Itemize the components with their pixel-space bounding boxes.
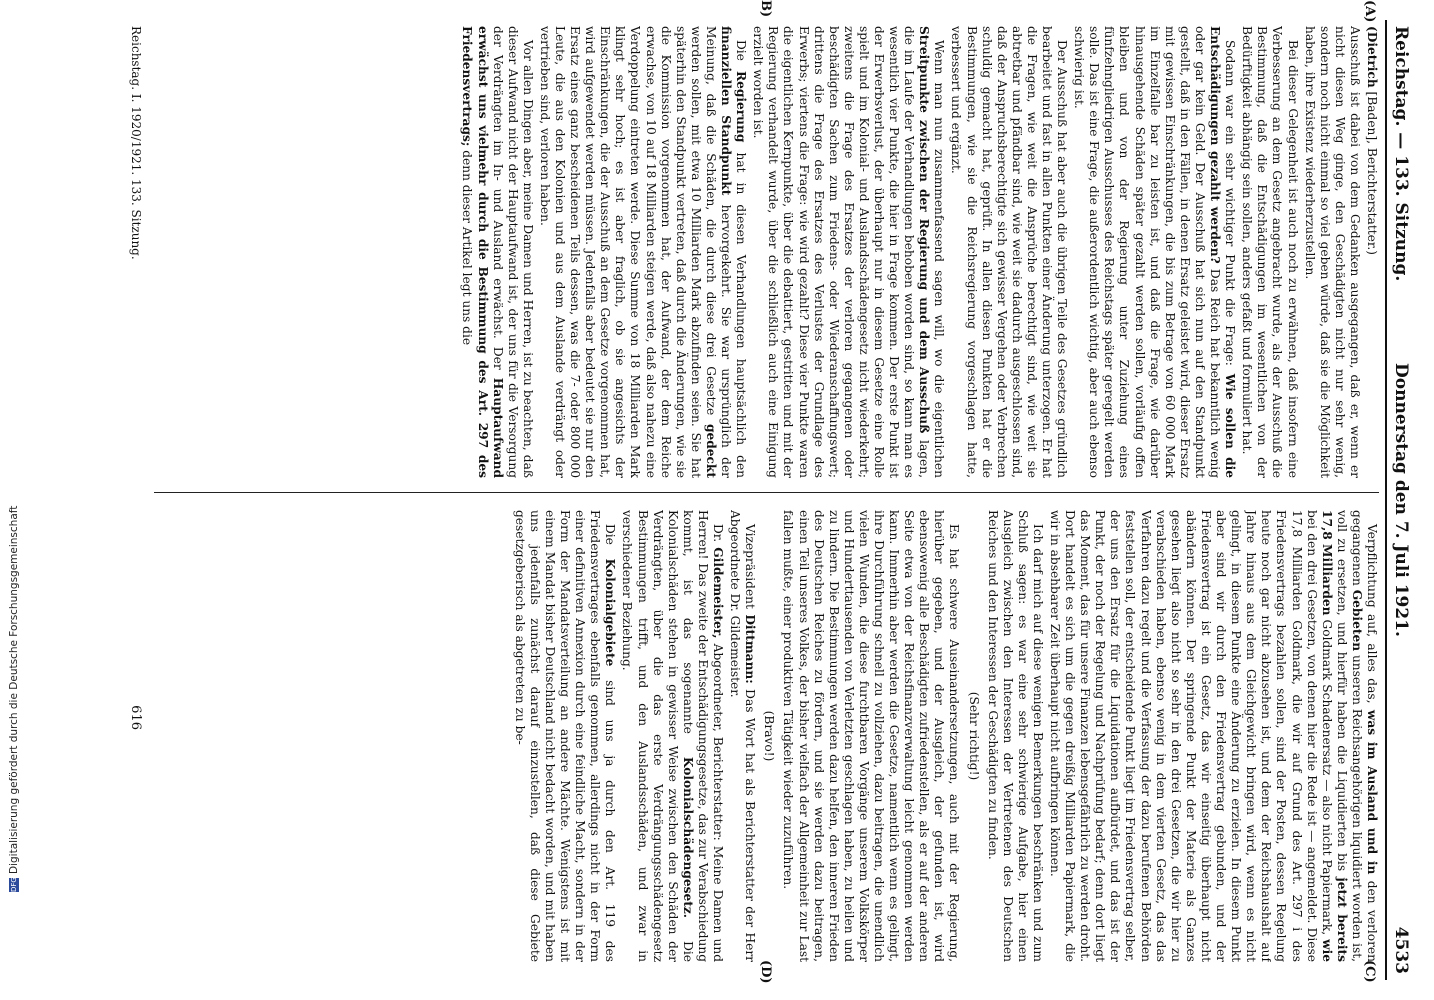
right-paragraph: Dr. Gildemeister, Abgeordneter, Berichterstatter: Meine Damen und Herren! Das zweite der Entschädigungsgesetze, das zur Verabschiedung kommt, ist das sogenannte Kolonialschädengesetz. Die Kolonialschäden stehen in gewisser Weise zwischen den Schäden der Verdrängten, über die das erste Verdrängungsschädengesetz Bestimmungen trifft, und den Auslandsschäden, und zwar in verschiedener Beziehung. xyxy=(620,510,726,962)
right-text-column xyxy=(149,510,1379,962)
dfg-logo-icon: DFG xyxy=(10,877,18,892)
scanned-page xyxy=(98,0,1428,1000)
margin-mark-c: (C) xyxy=(1362,960,1377,983)
left-paragraph: Wenn man nun zusammenfassend sagen will, wo die eigentlichen Streitpunkte zwischen der Regierung und dem Ausschuß lagen, die im Laufe der Verhandlungen behoben worden sind, so kann man es wesentlich vier Punkte, die hier in Frage kommen. Der erste Punkt ist der Erwerbsverlust, der überhaupt nur in diesem Gesetze eine Rolle spielt und im Kolonial- und Auslandsschädengesetz nicht wiederkehrt; zweitens die Frage des Ersatzes der verloren gegangenen oder beschädigten Sachen zum Friedens- oder Wiederanschaffungswert; drittens die Frage des Ersatzes des Verlustes der Grundlage des Erwerbs; viertens die Frage: wie wird gezahlt? Diese vier Punkte waren die eigentlichen Kernpunkte, über die debattiert, gestritten und mit der Regierung verhandelt wurde, über die schließlich auch eine Einigung erzielt worden ist. xyxy=(751,26,947,478)
header-page-number: 4533 xyxy=(1391,926,1411,974)
left-paragraph: Der Ausschuß hat aber auch die übrigen Teile des Gesetzes gründlich bearbeitet und fast in allen Punkten einer Änderung unterzogen. Er hat die Fragen, wie weit die Ansprüche berechtigt sind, wie weit sie abtretbar und pfändbar sind, wie weit sie dadurch ausgeschlossen sind, daß der Anspruchsberechtigte sich gewisser Vergehen oder Verbrechen schuldig gemacht hat, geprüft. In allen diesen Punkten hat er die Bestimmungen, wie sie die Reichsregierung vorgeschlagen hatte, verbessert und ergänzt. xyxy=(949,26,1070,478)
left-paragraph: Bei dieser Gelegenheit ist auch noch zu erwähnen, daß insofern eine Verbesserung an dem Gesetz angebracht wurde, als der Ausschuß die Bestimmung, daß die Entschädigungen im wesentlichen von der Bedürftigkeit abhängig sein sollen, anders gefaßt und formuliert hat. xyxy=(1240,26,1300,478)
right-paragraph: Es hat schwere Auseinandersetzungen, auch mit der Regierung, hierüber gegeben, und der Ausgleich, der gefunden ist, wird ebensowenig alle Beschädigten zufriedenstellen, als er auf der anderen Seite etwa von der Reichsfinanzverwaltung leicht genommen werden kann. Immerhin aber werden die Gesetze, namentlich wenn es gelingt, ihre Durchführung schnell zu vollziehen, dazu beitragen, die unendlich vielen Wunden, die diese furchtbaren Vorgänge unserem Volkskörper und Hunderttausenden von Verletzten geschlagen haben, zu heilen und zu lindern. Die Bestimmungen werden dazu helfen, den inneren Frieden des Deutschen Reiches zu fördern, und sie werden dazu beitragen, einen Teil unseres Volkes, der bisher vielfach der Allgemeinheit zur Last fallen mußte, einer produktiven Tätigkeit wieder zuzuführen. xyxy=(781,510,962,962)
right-paragraph: Vizepräsident Dittmann: Das Wort hat als Berichterstatter der Herr Abgeordnete Dr. Gildemeister. xyxy=(728,510,758,962)
digitization-credit-text: Digitalisierung gefördert durch die Deutsche Forschungsgemeinschaft xyxy=(8,505,20,874)
right-paragraph: (Sehr richtig!) xyxy=(966,691,981,781)
right-paragraph: Ich darf mich auf diese wenigen Bemerkungen beschränken und zum Schluß sagen: es war eine sehr schwierige Aufgabe, hier einen Ausgleich zwischen den Interessen der Vertretenen des Deutschen Reiches und den Interessen der Geschädigten zu finden. xyxy=(985,510,1045,962)
footer-page-number: 616 xyxy=(128,705,143,730)
digitization-credit xyxy=(8,102,22,892)
margin-mark-a: (A) xyxy=(1362,0,1377,23)
left-paragraph: Die Regierung hat in diesen Verhandlungen hauptsächlich den finanziellen Standpunkt hervorgekehrt. Sie war ursprünglich der Meinung, daß die Schäden, die durch diese drei Gesetze gedeckt werden sollen, mit etwa 10 Milliarden Mark abzufinden seien. Sie hat späterhin den Standpunkt vertreten, daß durch die Änderungen, wie sie die Kommission vorgenommen hat, der Aufwand, der dem Reiche erwachse, von 10 auf 18 Milliarden steigen werde, daß also nahezu eine Verdoppelung eintreten werde. Diese Summe von 18 Milliarden Mark klingt sehr hoch; es ist aber fraglich, ob sie angesichts der Einschränkungen, die der Ausschuß an dem Gesetze vorgenommen hat, wird aufgewendet werden müssen. Jedenfalls aber bedeutet sie nur den Ersatz eines ganz bescheidenen Teils dessen, was die 7- oder 800 000 Leute, die aus den Kolonien und aus dem Auslande verdrängt oder vertrieben sind, verloren haben. xyxy=(537,26,749,478)
left-paragraph: Vor allen Dingen aber, meine Damen und Herren, ist zu beachten, daß dieser Aufwand nicht der Hauptaufwand ist, der uns für die Versorgung der Verdrängten im In- und Ausland erwächst. Der Hauptaufwand erwächst uns vielmehr durch die Bestimmung des Art. 297 des Friedensvertrags; denn dieser Artikel legt uns die xyxy=(460,26,535,478)
right-paragraph: Verpflichtung auf, alles das, was im Ausland und in den verloren gegangenen Gebieten unseren Reichsangehörigen liquidiert worden ist, voll zu ersetzen, und hierfür haben die Liquidierten bis jetzt bereits 17,8 Milliarden Goldmark Schadenersatz — also nicht Papiermark, wie bei den drei Gesetzen, von denen hier die Rede ist — angemeldet. Diese 17,8 Milliarden Goldmark, die wir auf Grund des Art. 297 i des Friedensvertrags bezahlen sollen, sind der Posten, dessen Regelung heute noch gar nicht abzusehen ist, und dem der Reichshaushalt auf Jahre hinaus aus dem Gleichgewicht bringen wird, wenn es nicht gelingt, in diesem Punkte eine Änderung zu erzielen. In diesem Punkt aber sind wir durch den Friedensvertrag gebunden, und der Friedensvertrag ist ein Gesetz, das wir einseitig überhaupt nicht abändern können. Der springende Punkt der Materie als Ganzes gesehen liegt also nicht so sehr in den drei Gesetzen, die wir hier zu verabschieden haben, ebenso wenig in dem vierten Gesetz, das das Verfahren dazu regelt und die Verfassung der dazu berufenen Behörden feststellen soll, der entscheidende Punkt liegt im Friedensvertrag selber, der uns den Ersatz für die Liquidationen aufbürdet, und das ist der Punkt, der noch der Regelung und Nachprüfung bedarf; denn dort liegt das Moment, das für unsere Finanzen lebensgefährlich zu werden droht. Dort handelt es sich um die gegen dreißig Milliarden Papiermark, die wir in absehbarer Zeit überhaupt nicht aufbringen können. xyxy=(1048,510,1379,962)
header-date: Donnerstag den 7. Juli 1921. xyxy=(1391,363,1411,637)
page-header xyxy=(1385,20,1413,980)
left-text-column xyxy=(149,26,1379,478)
left-paragraph: Ausschuß ist dabei von dem Gedanken ausgegangen, daß er, wenn er nicht diesen Weg ginge, den Geschädigten nicht nur sehr wenig, sondern noch nicht einmal so viel geben würde, daß sie die Möglichkeit haben, ihre Existenz wiederherzustellen. xyxy=(1302,26,1362,478)
left-paragraph: (Dietrich [Baden], Berichterstatter.) xyxy=(1365,26,1379,255)
rotated-page-content xyxy=(113,0,1413,984)
margin-mark-d: (D) xyxy=(758,960,773,984)
column-divider xyxy=(154,492,1379,493)
margin-mark-b: B) xyxy=(758,0,773,18)
page-footer: Reichstag. I. 1920/1921. 133. Sitzung. xyxy=(129,26,143,260)
right-paragraph: Die Kolonialgebiete sind uns ja durch den Art. 119 des Friedensvertrages ebenfalls genommen, allerdings nicht in der Form einer definitiven Annexion durch eine feindliche Macht, sondern in der Form der Mandatsverteilung an andere Mächte. Wenigstens ist mit einem Mandat bisher Deutschland nicht bedacht worden, und mit haben uns jedenfalls zunächst darauf einzustellen, daß diese Gebiete gesetzgeberisch als abgetreten zu be- xyxy=(512,510,618,962)
right-paragraph: (Bravo!) xyxy=(762,710,777,762)
header-left: Reichstag. — 133. Sitzung. xyxy=(1391,26,1411,282)
left-paragraph: Sodann war ein sehr wichtiger Punkt die Frage: Wie sollen die Entschädigungen gezahlt werden? Das Reich hat bekanntlich wenig oder gar kein Geld. Der Ausschuß hat sich nun auf den Standpunkt gestellt, daß in den Fällen, in denen Ersatz geleistet wird, dieser Ersatz mit gewissen Einschränkungen, die bis zum Betrage von 60 000 Mark im Einzelfalle bar zu leisten ist, und daß die Frage, wie darüber hinausgehende Schäden später gezahlt werden sollen, vorläufig offen bleiben und von der Regierung unter Zuziehung eines fünfzehngliedrigen Ausschusses des Reichstags später geregelt werden solle. Das ist eine Frage, die außerordentlich wichtig, aber auch ebenso schwierig ist. xyxy=(1072,26,1238,478)
